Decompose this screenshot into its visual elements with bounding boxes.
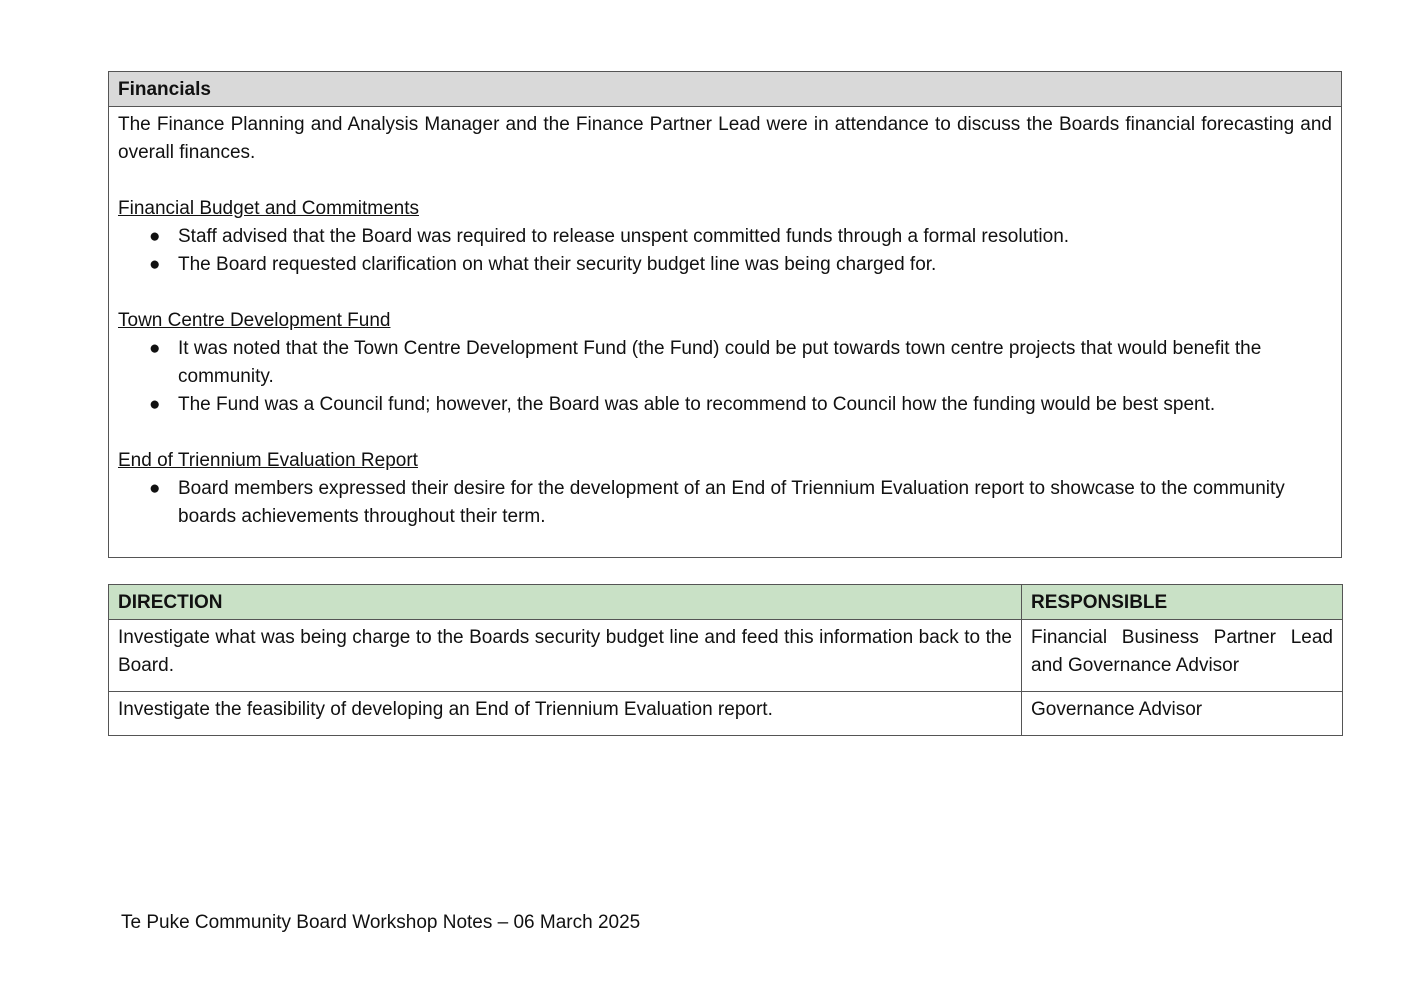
table-row bbox=[109, 620, 1343, 692]
direction-cell: Investigate the feasibility of developing an End of Triennium Evaluation report. bbox=[109, 692, 1022, 736]
list-item-text: Board members expressed their desire for the development of an End of Triennium Evaluation report to showcase to the community boards achievements throughout their term. bbox=[178, 478, 1285, 527]
directions-table bbox=[108, 584, 1343, 736]
list-item bbox=[149, 335, 1332, 391]
direction-cell: Investigate what was being charge to the Boards security budget line and feed this information back to the Board. bbox=[109, 620, 1022, 692]
responsible-cell: Governance Advisor bbox=[1022, 692, 1343, 736]
bullet-icon: ● bbox=[149, 226, 161, 247]
bullet-icon: ● bbox=[149, 338, 161, 359]
direction-column-header: DIRECTION bbox=[109, 585, 1022, 620]
section-title-budget: Financial Budget and Commitments bbox=[118, 198, 419, 219]
list-item bbox=[149, 475, 1332, 531]
financials-body bbox=[109, 107, 1342, 558]
bullet-icon: ● bbox=[149, 394, 161, 415]
section-title-town-centre: Town Centre Development Fund bbox=[118, 310, 391, 331]
financials-body-row bbox=[109, 107, 1342, 558]
directions-header-row bbox=[109, 585, 1343, 620]
financials-header-row bbox=[109, 72, 1342, 107]
financials-header: Financials bbox=[109, 72, 1342, 107]
bullet-icon: ● bbox=[149, 478, 161, 499]
section-budget-list bbox=[118, 223, 1332, 279]
bullet-icon: ● bbox=[149, 254, 161, 275]
page-footer: Te Puke Community Board Workshop Notes – 06 March 2025 bbox=[121, 912, 641, 933]
list-item bbox=[149, 223, 1332, 251]
section-triennium-list bbox=[118, 475, 1332, 531]
list-item-text: The Board requested clarification on what their security budget line was being charged for. bbox=[178, 254, 937, 275]
list-item bbox=[149, 251, 1332, 279]
list-item bbox=[149, 391, 1332, 419]
section-town-centre-list bbox=[118, 335, 1332, 419]
section-title-triennium: End of Triennium Evaluation Report bbox=[118, 450, 418, 471]
responsible-cell: Financial Business Partner Lead and Governance Advisor bbox=[1022, 620, 1343, 692]
financials-intro: The Finance Planning and Analysis Manager and the Finance Partner Lead were in attendance to discuss the Boards financial forecasting and overall finances. bbox=[118, 114, 1332, 163]
responsible-column-header: RESPONSIBLE bbox=[1022, 585, 1343, 620]
table-row bbox=[109, 692, 1343, 736]
financials-table bbox=[108, 71, 1342, 558]
list-item-text: It was noted that the Town Centre Development Fund (the Fund) could be put towards town centre projects that would benefit the community. bbox=[178, 338, 1262, 387]
list-item-text: Staff advised that the Board was required to release unspent committed funds through a formal resolution. bbox=[178, 226, 1070, 247]
list-item-text: The Fund was a Council fund; however, the Board was able to recommend to Council how the funding would be best spent. bbox=[178, 394, 1216, 415]
